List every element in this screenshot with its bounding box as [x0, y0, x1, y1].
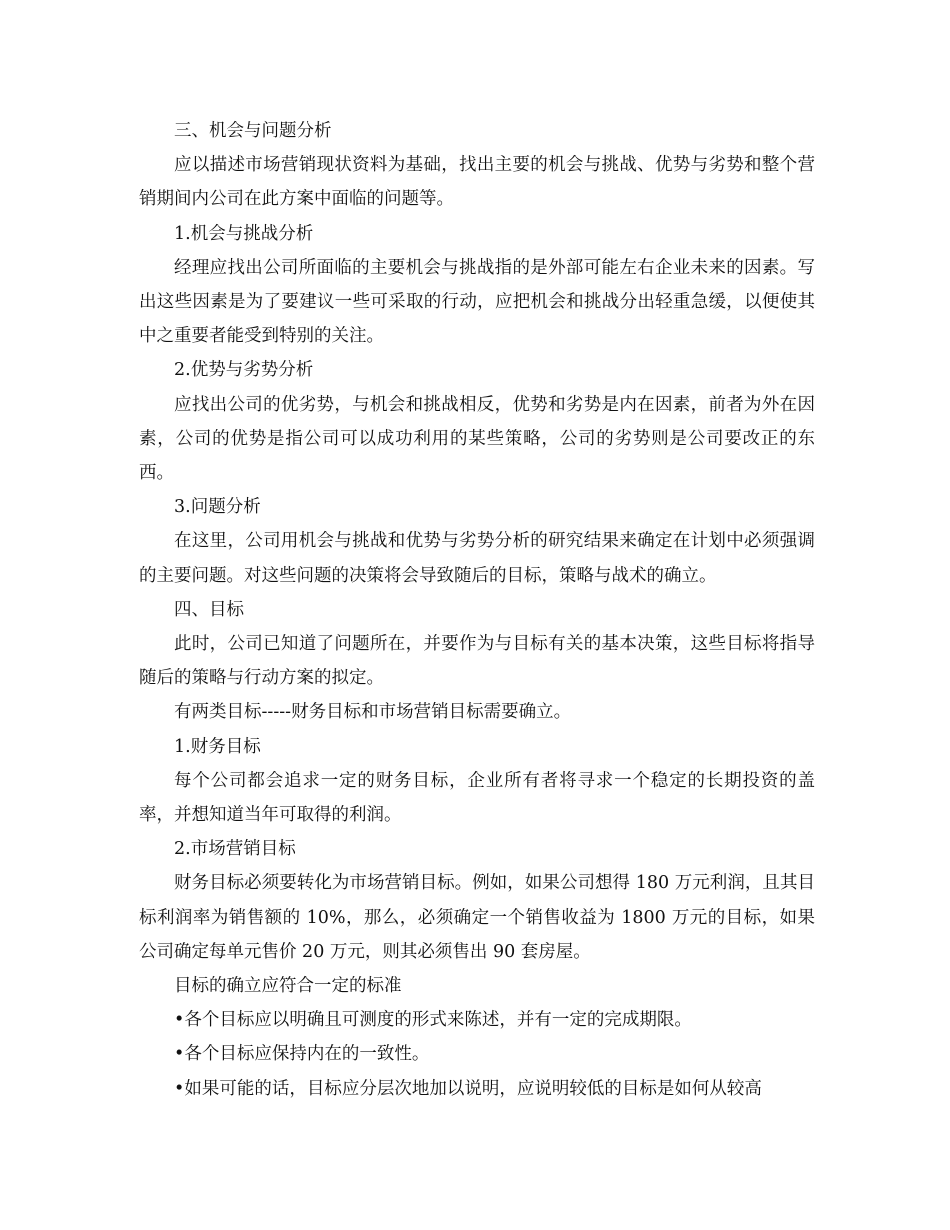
section-heading-objectives: 四、目标 — [174, 599, 244, 620]
subheading-financial-objectives: 1.财务目标 — [174, 736, 261, 757]
body-paragraph: 财务目标必须要转化为市场营销目标。例如，如果公司想得 180 万元利润，且其目标利润率为销售额的 10%，那么，必须确定一个销售收益为 1800 万元的目标，如果公司确定每单元售价 20 万元，则其必须售出 90 套房屋。 — [139, 873, 815, 962]
body-paragraph: 经理应找出公司所面临的主要机会与挑战指的是外部可能左右企业未来的因素。写出这些因素是为了要建议一些可采取的行动，应把机会和挑战分出轻重急缓，以便使其中之重要者能受到特别的关注。 — [139, 257, 815, 347]
body-paragraph: 有两类目标-----财务目标和市场营销目标需要确立。 — [174, 702, 572, 723]
subheading-marketing-objectives: 2.市场营销目标 — [174, 839, 296, 860]
subheading-problem-analysis: 3.问题分析 — [174, 497, 261, 518]
bullet-item: •如果可能的话，目标应分层次地加以说明，应说明较低的目标是如何从较高 — [174, 1078, 762, 1099]
body-paragraph: 此时，公司已知道了问题所在，并要作为与目标有关的基本决策，这些目标将指导随后的策略与行动方案的拟定。 — [139, 634, 815, 689]
section-heading-opportunity-analysis: 三、机会与问题分析 — [174, 121, 332, 141]
bullet-item: •各个目标应保持内在的一致性。 — [174, 1044, 430, 1065]
body-paragraph: 应找出公司的优劣势，与机会和挑战相反，优势和劣势是内在因素，前者为外在因素，公司的优势是指公司可以成功利用的某些策略，公司的劣势则是公司要改正的东西。 — [139, 394, 815, 484]
body-paragraph: 应以描述市场营销现状资料为基础，找出主要的机会与挑战、优势与劣势和整个营销期间内公司在此方案中面临的问题等。 — [139, 155, 815, 210]
document-body — [139, 114, 815, 1106]
subheading-strength-weakness: 2.优势与劣势分析 — [174, 360, 314, 381]
subheading-opportunity-challenge: 1.机会与挑战分析 — [174, 223, 314, 244]
bullet-item: •各个目标应以明确且可测度的形式来陈述，并有一定的完成期限。 — [174, 1010, 692, 1031]
body-paragraph: 目标的确立应符合一定的标准 — [174, 976, 402, 997]
body-paragraph: 每个公司都会追求一定的财务目标，企业所有者将寻求一个稳定的长期投资的盖率，并想知道当年可取得的利润。 — [139, 770, 815, 826]
body-paragraph: 在这里，公司用机会与挑战和优势与劣势分析的研究结果来确定在计划中必须强调的主要问题。对这些问题的决策将会导致随后的目标，策略与战术的确立。 — [139, 531, 815, 586]
